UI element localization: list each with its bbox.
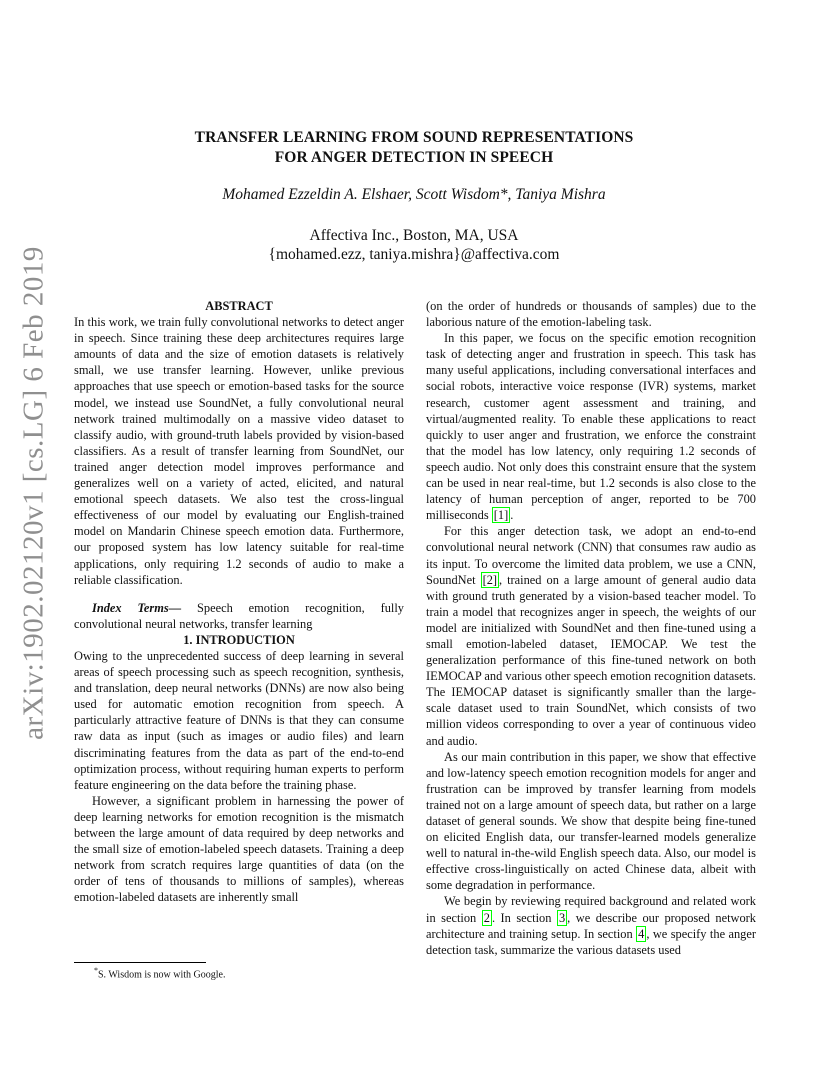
paragraph-3-text: In this paper, we focus on the specific emotion recognition task of detecting anger and frustration in speech. This task has many useful applications, including conversational interfaces and social robots, interactive voice response (IVR) systems, market research, customer agent assessment and training, and virtual/augmented reality. To enable these applications to react quickly to user anger and frustration, we enforce the constraint that the model has low latency, only requiring 1.2 seconds of speech audio. Not only does this constraint ensure that the system can be used in near real-time, but 1.2 seconds is also close to the latency of human perception of anger, reported to be 700 milliseconds <box>426 331 756 523</box>
intro-paragraph-4 <box>426 523 756 748</box>
paper-title <box>0 128 828 168</box>
affiliation: Affectiva Inc., Boston, MA, USA <box>309 227 519 244</box>
paragraph-4-text-b: , trained on a large amount of general audio data with ground truth generated by a vision-based teacher model. To train a model that recognizes anger in speech, the weights of our model are initialized with SoundNet and then fine-tuned using a small emotion-labeled dataset, IEMOCAP. We test the generalization performance of this fine-tuned network on both IEMOCAP and various other speech emotion recognition datasets. The IEMOCAP dataset is significantly smaller than the large-scale dataset used to train SoundNet, which consists of two million videos corresponding to over a year of continuous video and audio. <box>426 572 756 748</box>
abstract-heading: ABSTRACT <box>205 299 273 313</box>
index-terms-text: Speech emotion recognition, fully convolutional neural networks, transfer learning <box>74 600 404 631</box>
section-ref-link[interactable]: 4 <box>638 926 645 941</box>
footnote <box>94 966 225 980</box>
index-terms <box>74 600 404 632</box>
abstract-text: In this work, we train fully convolutional networks to detect anger in speech. Since training these deep architectures requires large amounts of data and the size of emotion datasets is relatively small, we use transfer learning. However, unlike previous approaches that use speech or emotion-based tasks for the source model, we instead use SoundNet, a fully convolutional neural network trained multimodally on a massive video dataset to classify audio, with ground-truth labels provided by vision-based classifiers. As a result of transfer learning from SoundNet, our trained anger detection model improves performance and generalizes well on a variety of acted, elicited, and natural emotional speech datasets. We also test the cross-lingual effectiveness of our model by evaluating our English-trained model on Mandarin Chinese speech emotion data. Furthermore, our proposed system has low latency suitable for real-time applications, only requiring 1.2 seconds of audio to make a reliable classification. <box>74 315 404 587</box>
paragraph-6-text-d: , we specify the anger detection task, summarize the various datasets used <box>426 926 757 957</box>
intro-paragraph-2: However, a significant problem in harnessing the power of deep learning networks for emotion recognition is the mismatch between the large amount of data required by deep networks and the small size of emotion-labeled speech datasets. Training a deep network from scratch requires large quantities of data (on the order of tens of thousands to millions of samples), whereas emotion-labeled datasets are inherently small <box>74 793 404 905</box>
section-ref-link[interactable]: 3 <box>558 910 566 925</box>
footnote-mark: * <box>94 966 98 975</box>
emails: {mohamed.ezz, taniya.mishra}@affectiva.com <box>268 246 560 263</box>
left-column <box>74 298 404 905</box>
affiliation-block <box>0 226 828 264</box>
footnote-text: S. Wisdom is now with Google. <box>98 969 226 981</box>
intro-paragraph-5: As our main contribution in this paper, we show that effective and low-latency speech emotion recognition models for anger and frustration can be improved by transfer learning from models trained not on a large amount of speech data, but rather on a large dataset of general sounds. We show that despite being fine-tuned on elicited English data, our transfer-learned models generalize well to natural in-the-wild English speech data. Also, our model is effective cross-linguistically on acted Chinese data, albeit with some degradation in performance. <box>426 749 756 893</box>
citation-link[interactable]: [2] <box>482 572 498 587</box>
footnote-rule <box>74 962 206 963</box>
intro-paragraph-6 <box>426 893 756 957</box>
introduction-heading: 1. INTRODUCTION <box>183 632 295 647</box>
intro-paragraph-3 <box>426 330 756 523</box>
intro-paragraph-2-continued: (on the order of hundreds or thousands of samples) due to the laborious nature of the emotion-labeling task. <box>426 299 756 330</box>
intro-paragraph-1: Owing to the unprecedented success of deep learning in several areas of speech processing such as speech recognition, synthesis, and translation, deep neural networks (DNNs) are now also being used for automatic emotion recognition from speech. A particularly attractive feature of DNNs is that they can consume raw data as input (such as images or audio files) and learn discriminating features from the data as part of the end-to-end optimization process, without requiring human experts to perform feature engineering on the data before the training phase. <box>74 648 404 792</box>
title-line-2: FOR ANGER DETECTION IN SPEECH <box>274 149 554 166</box>
title-line-1: TRANSFER LEARNING FROM SOUND REPRESENTATIONS <box>194 129 634 146</box>
paragraph-6-text-a: We begin by reviewing required background and related work in section <box>426 894 756 925</box>
paragraph-3-end: . <box>510 508 514 523</box>
paragraph-6-text-b: . In section <box>491 910 557 925</box>
section-ref-link[interactable]: 2 <box>483 910 490 925</box>
right-column <box>426 298 756 958</box>
paragraph-6-text-c: , we describe our proposed network architecture and training setup. In section <box>426 910 757 941</box>
authors: Mohamed Ezzeldin A. Elshaer, Scott Wisdom*, Taniya Mishra <box>222 186 606 203</box>
citation-link[interactable]: [1] <box>493 508 509 523</box>
paragraph-4-text-a: For this anger detection task, we adopt an end-to-end convolutional neural network (CNN) that consumes raw audio as its input. To overcome the limited data problem, we use a CNN, SoundNet <box>426 524 756 587</box>
arxiv-identifier: arXiv:1902.02120v1 [cs.LG] 6 Feb 2019 <box>17 246 50 740</box>
index-terms-label: Index Terms— <box>92 600 182 615</box>
